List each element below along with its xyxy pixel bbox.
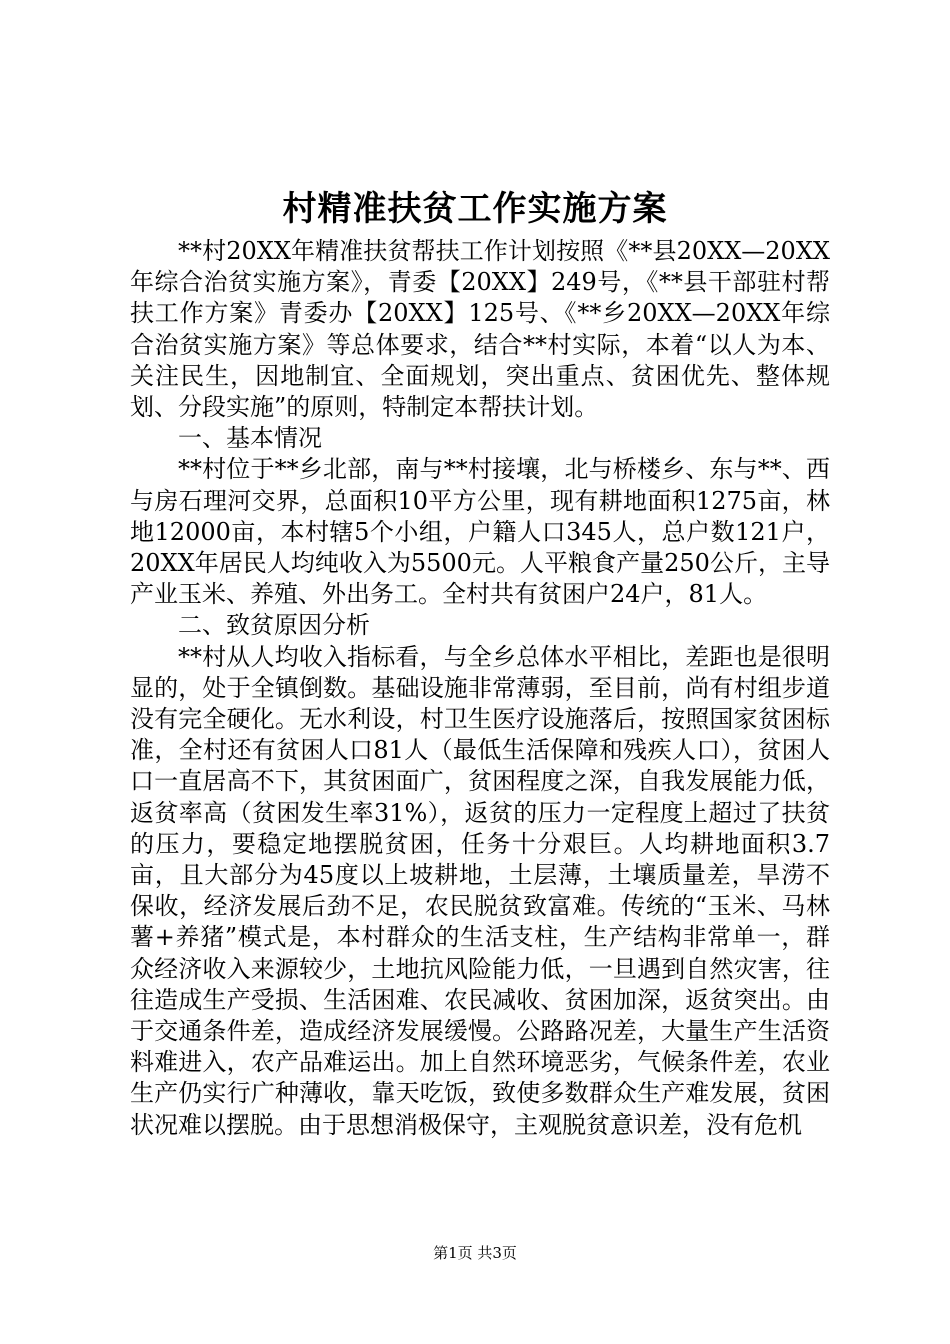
document-body	[130, 236, 830, 1141]
document-title: 村精准扶贫工作实施方案	[282, 189, 668, 229]
poverty-causes-paragraph: **村从人均收入指标看，与全乡总体水平相比，差距也是很明显的，处于全镇倒数。基础设施非常薄弱，至目前，尚有村组步道没有完全硬化。无水利设，村卫生医疗设施落后，按照国家贫困标准，全村还有贫困人口81人（最低生活保障和残疾人口），贫困人口一直居高不下，其贫困面广，贫困程度之深，自我发展能力低，返贫率高（贫困发生率31%），返贫的压力一定程度上超过了扶贫的压力，要稳定地摆脱贫困，任务十分艰巨。人均耕地面积3.7亩，且大部分为45度以上坡耕地，土层薄，土壤质量差，旱涝不保收，经济发展后劲不足，农民脱贫致富难。传统的“玉米、马林薯+养猪”模式是，本村群众的生活支柱，生产结构非常单一，群众经济收入来源较少，土地抗风险能力低，一旦遇到自然灾害，往往造成生产受损、生活困难、农民减收、贫困加深，返贫突出。由于交通条件差，造成经济发展缓慢。公路路况差，大量生产生活资料难进入，农产品难运出。加上自然环境恶劣，气候条件差，农业生产仍实行广种薄收，靠天吃饭，致使多数群众生产难发展，贫困状况难以摆脱。由于思想消极保守，主观脱贫意识差，没有危机	[130, 642, 830, 1139]
page-number-footer: 第1页 共3页	[433, 1244, 517, 1262]
section-heading-basic-situation: 一、基本情况	[178, 424, 322, 453]
section-heading-poverty-causes: 二、致贫原因分析	[178, 611, 370, 640]
basic-situation-paragraph: **村位于**乡北部，南与**村接壤，北与桥楼乡、东与**、西与房石理河交界，总面积10平方公里，现有耕地面积1275亩，林地12000亩，本村辖5个小组，户籍人口345人，总户数121户，20XX年居民人均纯收入为5500元。人平粮食产量250公斤，主导产业玉米、养殖、外出务工。全村共有贫困户24户，81人。	[130, 455, 830, 609]
intro-paragraph: **村20XX年精准扶贫帮扶工作计划按照《**县20XX—20XX年综合治贫实施方案》，青委【20XX】249号，《**县干部驻村帮扶工作方案》青委办【20XX】125号、《**乡20XX—20XX年综合治贫实施方案》等总体要求，结合**村实际，本着“以人为本、关注民生，因地制宜、全面规划，突出重点、贫困优先、整体规划、分段实施”的原则，特制定本帮扶计划。	[130, 237, 830, 422]
